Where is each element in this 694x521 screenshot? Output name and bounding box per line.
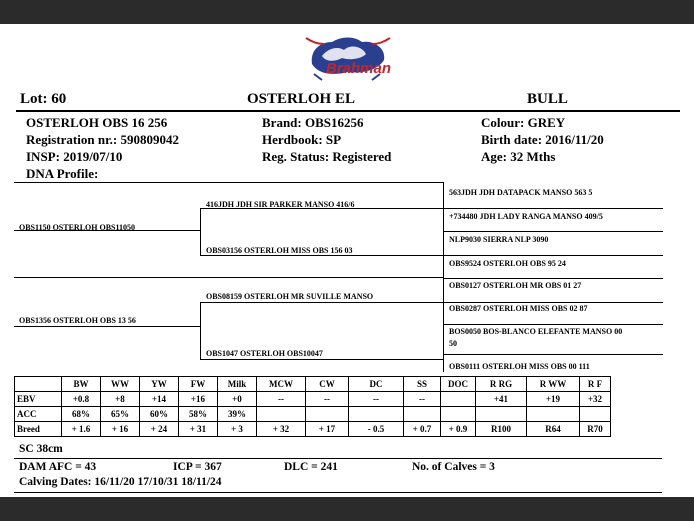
table-cell: YW	[140, 377, 179, 392]
table-cell: + 17	[306, 422, 349, 437]
herdbook: Herdbook: SP	[262, 132, 342, 147]
ped-line	[14, 326, 201, 327]
dam-afc: DAM AFC = 43	[19, 461, 97, 473]
table-cell: R70	[580, 422, 611, 437]
info-name: OSTERLOH OBS 16 256	[26, 115, 168, 130]
pedigree-sss: 563JDH JDH DATAPACK MANSO 563 5	[449, 188, 593, 197]
table-cell: + 1.6	[62, 422, 101, 437]
table-cell: DC	[349, 377, 404, 392]
pedigree-dss: OBS0127 OSTERLOH MR OBS 01 27	[449, 281, 582, 290]
reg-status: Reg. Status: Registered	[262, 149, 392, 164]
table-cell: --	[349, 392, 404, 407]
ebv-row	[15, 392, 611, 407]
scrotal-circumference: SC 38cm	[19, 443, 63, 455]
table-cell: 39%	[218, 407, 257, 422]
table-cell: + 3	[218, 422, 257, 437]
table-cell: R64	[527, 422, 580, 437]
pedigree-top-rule	[14, 182, 444, 183]
table-cell	[527, 407, 580, 422]
number-of-calves: No. of Calves = 3	[412, 461, 495, 473]
table-cell: DOC	[441, 377, 476, 392]
table-cell	[441, 407, 476, 422]
table-cell: --	[257, 392, 306, 407]
table-cell	[257, 407, 306, 422]
table-cell: 60%	[140, 407, 179, 422]
ped-line	[443, 231, 663, 232]
table-cell	[476, 407, 527, 422]
footer-rule	[14, 458, 662, 459]
pedigree-dsd: OBS0287 OSTERLOH MISS OBS 02 87	[449, 304, 588, 313]
table-cell: R WW	[527, 377, 580, 392]
pedigree-dam-sire: OBS08159 OSTERLOH MR SUVILLE MANSO	[206, 292, 374, 301]
table-cell: Milk	[218, 377, 257, 392]
table-cell	[306, 407, 349, 422]
icp: ICP = 367	[173, 461, 222, 473]
lot-sheet	[0, 24, 694, 497]
animal-name: OSTERLOH EL	[247, 91, 355, 107]
table-cell: - 0.5	[349, 422, 404, 437]
ebv-table	[14, 376, 611, 437]
calving-dates: Calving Dates: 16/11/20 17/10/31 18/11/24	[19, 476, 222, 488]
ped-line	[14, 277, 444, 278]
ped-line	[200, 255, 444, 256]
ped-line	[443, 302, 663, 303]
table-cell: R RG	[476, 377, 527, 392]
ped-line	[443, 324, 663, 325]
ped-line	[443, 354, 663, 355]
lot-number: Lot: 60	[20, 91, 67, 107]
ped-line	[443, 278, 663, 279]
table-cell: SS	[404, 377, 441, 392]
animal-sex: BULL	[527, 91, 568, 107]
pedigree-sds: NLP9030 SIERRA NLP 3090	[449, 235, 549, 244]
ped-line	[200, 302, 444, 303]
table-cell: R F	[580, 377, 611, 392]
brand: Brand: OBS16256	[262, 115, 364, 130]
table-cell: 58%	[179, 407, 218, 422]
ped-line	[443, 255, 663, 256]
table-cell: + 24	[140, 422, 179, 437]
pedigree-dds: BOS0050 BOS-BLANCO ELEFANTE MANSO 00	[449, 327, 623, 336]
table-cell: 68%	[62, 407, 101, 422]
table-cell	[349, 407, 404, 422]
inspection-date: INSP: 2019/07/10	[26, 149, 123, 164]
header-rule	[16, 110, 680, 112]
table-cell: Breed	[15, 422, 62, 437]
table-cell	[441, 392, 476, 407]
table-cell	[580, 407, 611, 422]
table-cell: --	[306, 392, 349, 407]
table-cell: +19	[527, 392, 580, 407]
table-cell: WW	[101, 377, 140, 392]
pedigree-dam-dam: OBS1047 OSTERLOH OBS10047	[206, 349, 323, 358]
colour: Colour: GREY	[481, 115, 566, 130]
table-cell: + 32	[257, 422, 306, 437]
acc-row	[15, 407, 611, 422]
table-cell: + 0.9	[441, 422, 476, 437]
table-cell: CW	[306, 377, 349, 392]
pedigree-sire: OBS1150 OSTERLOH OBS11050	[19, 223, 136, 232]
dlc: DLC = 241	[284, 461, 338, 473]
table-cell: --	[404, 392, 441, 407]
logo-text: Brahman	[326, 60, 392, 77]
birth-date: Birth date: 2016/11/20	[481, 132, 604, 147]
table-cell: + 31	[179, 422, 218, 437]
age: Age: 32 Mths	[481, 149, 556, 164]
bottom-rule	[14, 492, 662, 493]
table-cell: +41	[476, 392, 527, 407]
table-cell: +8	[101, 392, 140, 407]
table-cell: BW	[62, 377, 101, 392]
table-cell: + 16	[101, 422, 140, 437]
table-cell: +14	[140, 392, 179, 407]
table-cell: FW	[179, 377, 218, 392]
pedigree-dam: OBS1356 OSTERLOH OBS 13 56	[19, 316, 136, 325]
pedigree-sire-dam: OBS03156 OSTERLOH MISS OBS 156 03	[206, 246, 353, 255]
ebv-header-row	[15, 377, 611, 392]
table-cell: +0.8	[62, 392, 101, 407]
pedigree-ddd: OBS0111 OSTERLOH MISS OBS 00 111	[449, 362, 590, 371]
breed-row	[15, 422, 611, 437]
ped-line	[200, 359, 444, 360]
ped-line	[200, 208, 201, 255]
table-cell	[15, 377, 62, 392]
table-cell: +32	[580, 392, 611, 407]
pedigree-sire-sire: 416JDH JDH SIR PARKER MANSO 416/6	[206, 200, 355, 209]
pedigree-ssd: +734480 JDH LADY RANGA MANSO 409/5	[449, 212, 603, 221]
ped-line	[443, 208, 663, 209]
ped-line	[200, 302, 201, 359]
registration-number: Registration nr.: 590809042	[26, 132, 179, 147]
table-cell: + 0.7	[404, 422, 441, 437]
table-cell: MCW	[257, 377, 306, 392]
dna-profile: DNA Profile:	[26, 166, 99, 181]
table-cell: 65%	[101, 407, 140, 422]
table-cell: +0	[218, 392, 257, 407]
pedigree-sdd: OBS9524 OSTERLOH OBS 95 24	[449, 259, 566, 268]
pedigree-dds-cont: 50	[449, 339, 457, 348]
table-cell: ACC	[15, 407, 62, 422]
table-cell: R100	[476, 422, 527, 437]
table-cell: +16	[179, 392, 218, 407]
table-cell	[404, 407, 441, 422]
table-cell: EBV	[15, 392, 62, 407]
